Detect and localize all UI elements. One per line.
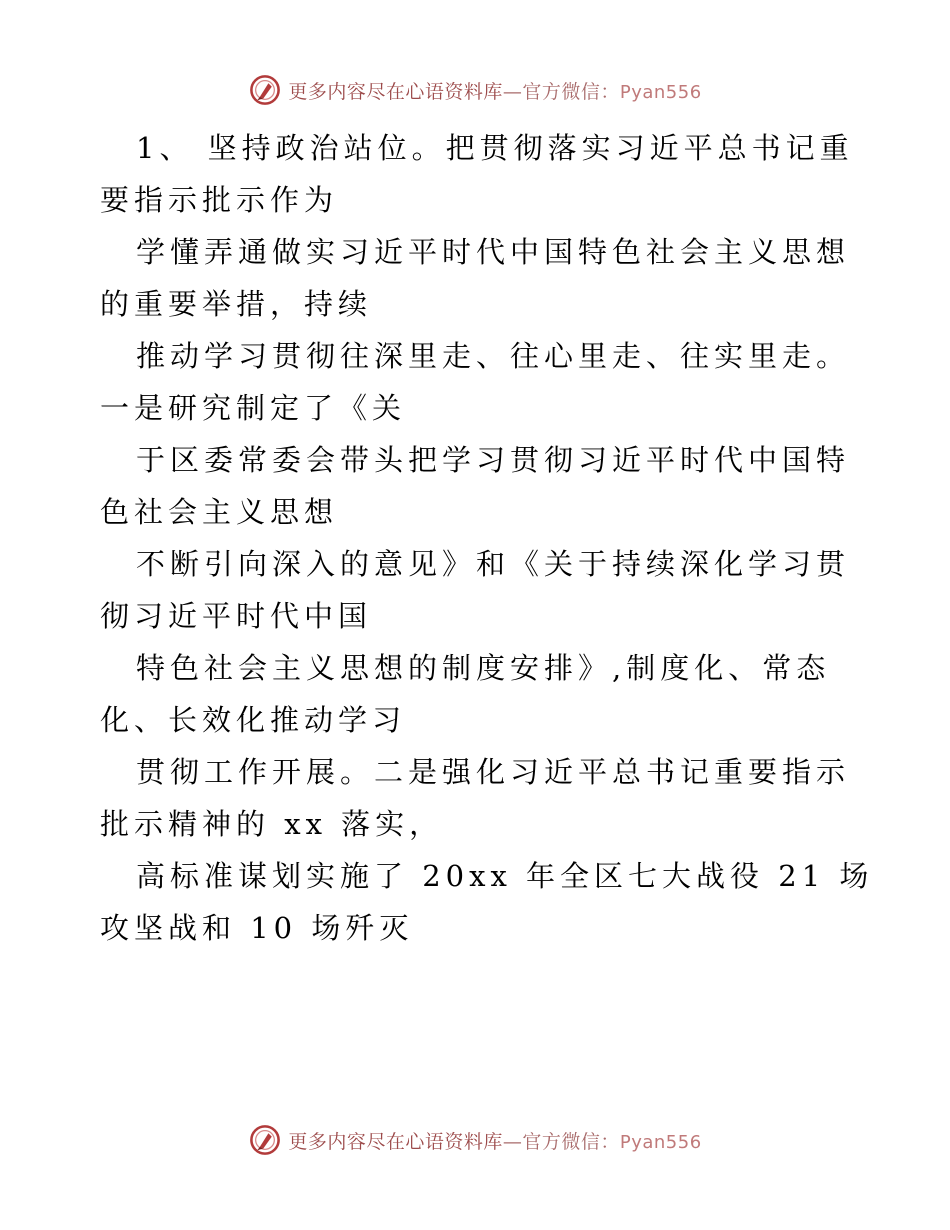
body-line: 贯彻工作开展。二是强化习近平总书记重要指示	[136, 755, 851, 789]
body-line: 攻坚战和 10 场歼灭	[100, 911, 414, 945]
pen-nib-logo-icon	[248, 1123, 282, 1157]
watermark-brand: 更多内容尽在心语资料库	[288, 80, 503, 103]
body-line: 批示精神的 xx 落实，	[100, 807, 444, 841]
body-line: 推动学习贯彻往深里走、往心里走、往实里走。	[136, 339, 851, 373]
body-line: 特色社会主义思想的制度安排》,制度化、常态	[136, 651, 831, 685]
body-line: 彻习近平时代中国	[100, 599, 373, 633]
document-body	[100, 122, 874, 954]
watermark-separator: —	[502, 1130, 523, 1153]
footer-watermark	[0, 1120, 950, 1160]
body-line: 1、 坚持政治站位。把贯彻落实习近平总书记重	[136, 131, 854, 165]
body-line: 色社会主义思想	[100, 495, 339, 529]
body-line: 的重要举措，持续	[100, 287, 373, 321]
watermark-label: 官方微信：	[522, 80, 620, 103]
header-watermark	[0, 70, 950, 110]
body-line: 学懂弄通做实习近平时代中国特色社会主义思想	[136, 235, 851, 269]
body-line: 化、长效化推动学习	[100, 703, 407, 737]
body-line: 一是研究制定了《关	[100, 391, 407, 425]
body-line: 高标准谋划实施了 20xx 年全区七大战役 21 场	[136, 859, 874, 893]
watermark-text	[288, 77, 701, 104]
body-line: 要指示批示作为	[100, 183, 339, 217]
watermark-text	[288, 1127, 701, 1154]
pen-nib-logo-icon	[248, 73, 282, 107]
watermark-id: Pyan556	[619, 81, 702, 103]
watermark-id: Pyan556	[619, 1131, 702, 1153]
watermark-label: 官方微信：	[522, 1130, 620, 1153]
body-line: 于区委常委会带头把学习贯彻习近平时代中国特	[136, 443, 851, 477]
watermark-separator: —	[502, 80, 523, 103]
watermark-brand: 更多内容尽在心语资料库	[288, 1130, 503, 1153]
body-line: 不断引向深入的意见》和《关于持续深化学习贯	[136, 547, 851, 581]
